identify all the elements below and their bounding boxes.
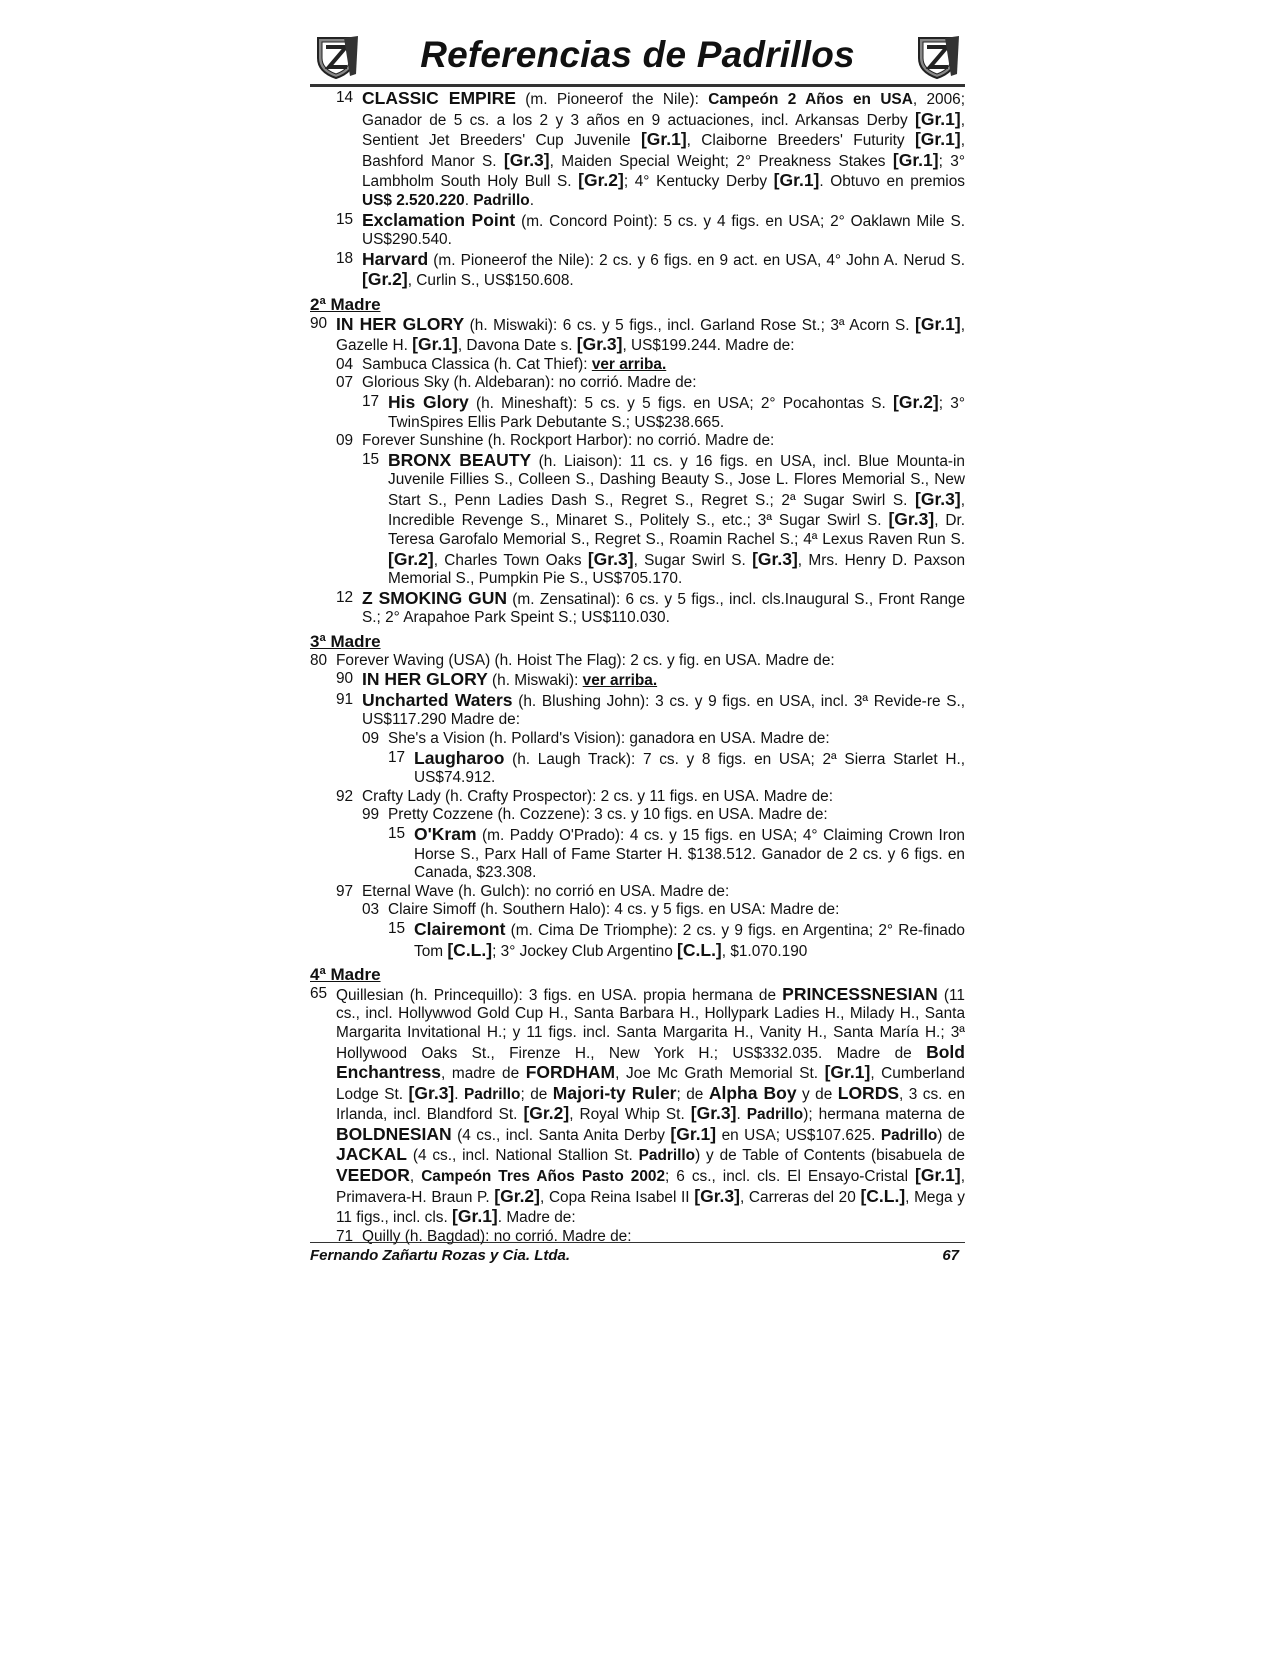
list-item: 09 She's a Vision (h. Pollard's Vision): ganadora en USA. Madre de: [362, 730, 830, 747]
section-heading: 3ª Madre [310, 632, 381, 652]
horse-name: IN HER GLORY [336, 313, 465, 334]
list-item: 15 BRONX BEAUTY (h. Liaison): 11 cs. y 16 figs. en USA, incl. Blue Mounta-in Juvenile Fillies S., Colleen S., Dashing Beauty S., Jose L. Flores Memorial S., New Start S., Penn Ladies Dash S., Regret S., Regret S.; 2ª Sugar Swirl S. [Gr.3], Incredible Revenge S., Minaret S., Politely S., etc.; 3ª Sugar Swirl S. [Gr.3], Dr. Teresa Garofalo Memorial S., Regret S., Roamin Rachel S.; 4ª Lexus Raven Run S. [Gr.2], Charles Town Oaks [Gr.3], Sugar Swirl S. [Gr.3], Mrs. Henry D. Paxson Memorial S., Pumpkin Pie S., US$705.170. [362, 449, 965, 588]
page [310, 32, 965, 1246]
list-item: 71 Quilly (h. Bagdad): no corrió. Madre de: [336, 1227, 632, 1245]
list-item: 07 Glorious Sky (h. Aldebaran): no corrió. Madre de: [336, 374, 697, 392]
list-item: 04 Sambuca Classica (h. Cat Thief): ver arriba. [336, 355, 667, 373]
list-item: 03 Claire Simoff (h. Southern Halo): 4 cs. y 5 figs. en USA: Madre de: [362, 901, 840, 919]
list-item: 15 Clairemont (m. Cima De Triomphe): 2 cs. y 9 figs. en Argentina; 2° Re-finado Tom [C.L.]; 3° Jockey Club Argentino [C.L.], $1.070.190 [388, 918, 965, 960]
zr-logo-icon [915, 34, 961, 80]
horse-name: BRONX BEAUTY [388, 449, 532, 470]
page-number: 67 [942, 1247, 959, 1264]
horse-name: Z SMOKING GUN [362, 587, 507, 608]
content [310, 89, 965, 1246]
list-item: 90 IN HER GLORY (h. Miswaki): 6 cs. y 5 figs., incl. Garland Rose St.; 3ª Acorn S. [Gr.1], Gazelle H. [Gr.1], Davona Date s. [Gr.3], US$199.244. Madre de: [310, 313, 965, 355]
horse-name: Harvard [362, 248, 429, 269]
page-header [310, 32, 965, 87]
section-heading: 4ª Madre [310, 965, 381, 985]
page-footer [310, 1242, 965, 1264]
horse-name: His Glory [388, 391, 469, 412]
see-above-link[interactable]: ver arriba. [582, 672, 658, 690]
horse-name: CLASSIC EMPIRE [362, 88, 516, 108]
list-item: 18 Harvard (m. Pioneerof the Nile): 2 cs. y 6 figs. en 9 act. en USA, 4° John A. Nerud S. [Gr.2], Curlin S., US$150.608. [336, 248, 965, 290]
horse-name: O'Kram [414, 823, 477, 844]
list-item: 12 Z SMOKING GUN (m. Zensatinal): 6 cs. y 5 figs., incl. cls.Inaugural S., Front Range S.; 2° Arapahoe Park Speint S.; US$110.030. [336, 587, 965, 627]
footer-company: Fernando Zañartu Rozas y Cia. Ltda. [310, 1247, 571, 1264]
list-item: 14 CLASSIC EMPIRE (m. Pioneerof the Nile): Campeón 2 Años en USA, 2006; Ganador de 5 cs. a los 2 y 3 años en 9 actuaciones, incl. Arkansas Derby [Gr.1], Sentient Jet Breeders' Cup Juvenile [Gr.1], Claiborne Breeders' Futurity [Gr.1], Bashford Manor S. [Gr.3], Maiden Special Weight; 2° Preakness Stakes [Gr.1]; 3° Lambholm South Holy Bull S. [Gr.2]; 4° Kentucky Derby [Gr.1]. Obtuvo en premios US$ 2.520.220. Padrillo. [336, 88, 965, 209]
list-item: 09 Forever Sunshine (h. Rockport Harbor): no corrió. Madre de: [336, 432, 775, 450]
list-item: 90 IN HER GLORY (h. Miswaki): ver arriba. [336, 669, 658, 690]
list-item: 65 Quillesian (h. Princequillo): 3 figs. en USA. propia hermana de PRINCESSNESIAN (11 cs., incl. Hollywwod Gold Cup H., Santa Barbara H., Hollypark Ladies H., Milady H., Santa Margarita Invitational H.; y 11 figs. incl. Santa Margarita H., Vanity H., Santa María H.; 3ª Hollywood Oaks St., Firenze H., New York H.; US$332.035. Madre de Bold Enchantress, madre de FORDHAM, Joe Mc Grath Memorial St. [Gr.1], Cumberland Lodge St. [Gr.3]. Padrillo; de Majori-ty Ruler; de Alpha Boy y de LORDS, 3 cs. en Irlanda, incl. Blandford St. [Gr.2], Royal Whip St. [Gr.3]. Padrillo); hermana materna de BOLDNESIAN (4 cs., incl. Santa Anita Derby [Gr.1] en USA; US$107.625. Padrillo) de JACKAL (4 cs., incl. National Stallion St. Padrillo) y de Table of Contents (bisabuela de VEEDOR, Campeón Tres Años Pasto 2002; 6 cs., incl. cls. El Ensayo-Cristal [Gr.1], Primavera-H. Braun P. [Gr.2], Copa Reina Isabel II [Gr.3], Carreras del 20 [C.L.], Mega y 11 figs., incl. cls. [Gr.1]. Madre de: [310, 983, 965, 1227]
horse-name: Clairemont [414, 918, 506, 939]
list-item: 92 Crafty Lady (h. Crafty Prospector): 2 cs. y 11 figs. en USA. Madre de: [336, 787, 834, 805]
list-item: 80 Forever Waving (USA) (h. Hoist The Flag): 2 cs. y fig. en USA. Madre de: [310, 651, 835, 669]
list-item: 15 Exclamation Point (m. Concord Point): 5 cs. y 4 figs. en USA; 2° Oaklawn Mile S. US$290.540. [336, 209, 965, 249]
horse-name: IN HER GLORY [362, 669, 488, 690]
list-item: 97 Eternal Wave (h. Gulch): no corrió en USA. Madre de: [336, 882, 730, 900]
horse-name: Exclamation Point [362, 209, 516, 230]
section-heading: 2ª Madre [310, 294, 381, 314]
see-above-link[interactable]: ver arriba. [591, 355, 667, 373]
horse-name: Uncharted Waters [362, 689, 513, 710]
horse-name: Laugharoo [414, 747, 505, 768]
list-item: 17 His Glory (h. Mineshaft): 5 cs. y 5 figs. en USA; 2° Pocahontas S. [Gr.2]; 3° TwinSpires Ellis Park Debutante S.; US$238.665. [362, 391, 965, 431]
page-title: Referencias de Padrillos [420, 34, 855, 75]
list-item: 91 Uncharted Waters (h. Blushing John): 3 cs. y 9 figs. en USA, incl. 3ª Revide-re S., US$117.290 Madre de: [336, 689, 966, 729]
list-item: 15 O'Kram (m. Paddy O'Prado): 4 cs. y 15 figs. en USA; 4° Claiming Crown Iron Horse S., Parx Hall of Fame Starter H. $138.512. Ganador de 2 cs. y 6 figs. en Canada, $23.308. [388, 823, 965, 882]
list-item: 17 Laugharoo (h. Laugh Track): 7 cs. y 8 figs. en USA; 2ª Sierra Starlet H., US$74.912. [388, 747, 965, 787]
list-item: 99 Pretty Cozzene (h. Cozzene): 3 cs. y 10 figs. en USA. Madre de: [362, 806, 828, 824]
